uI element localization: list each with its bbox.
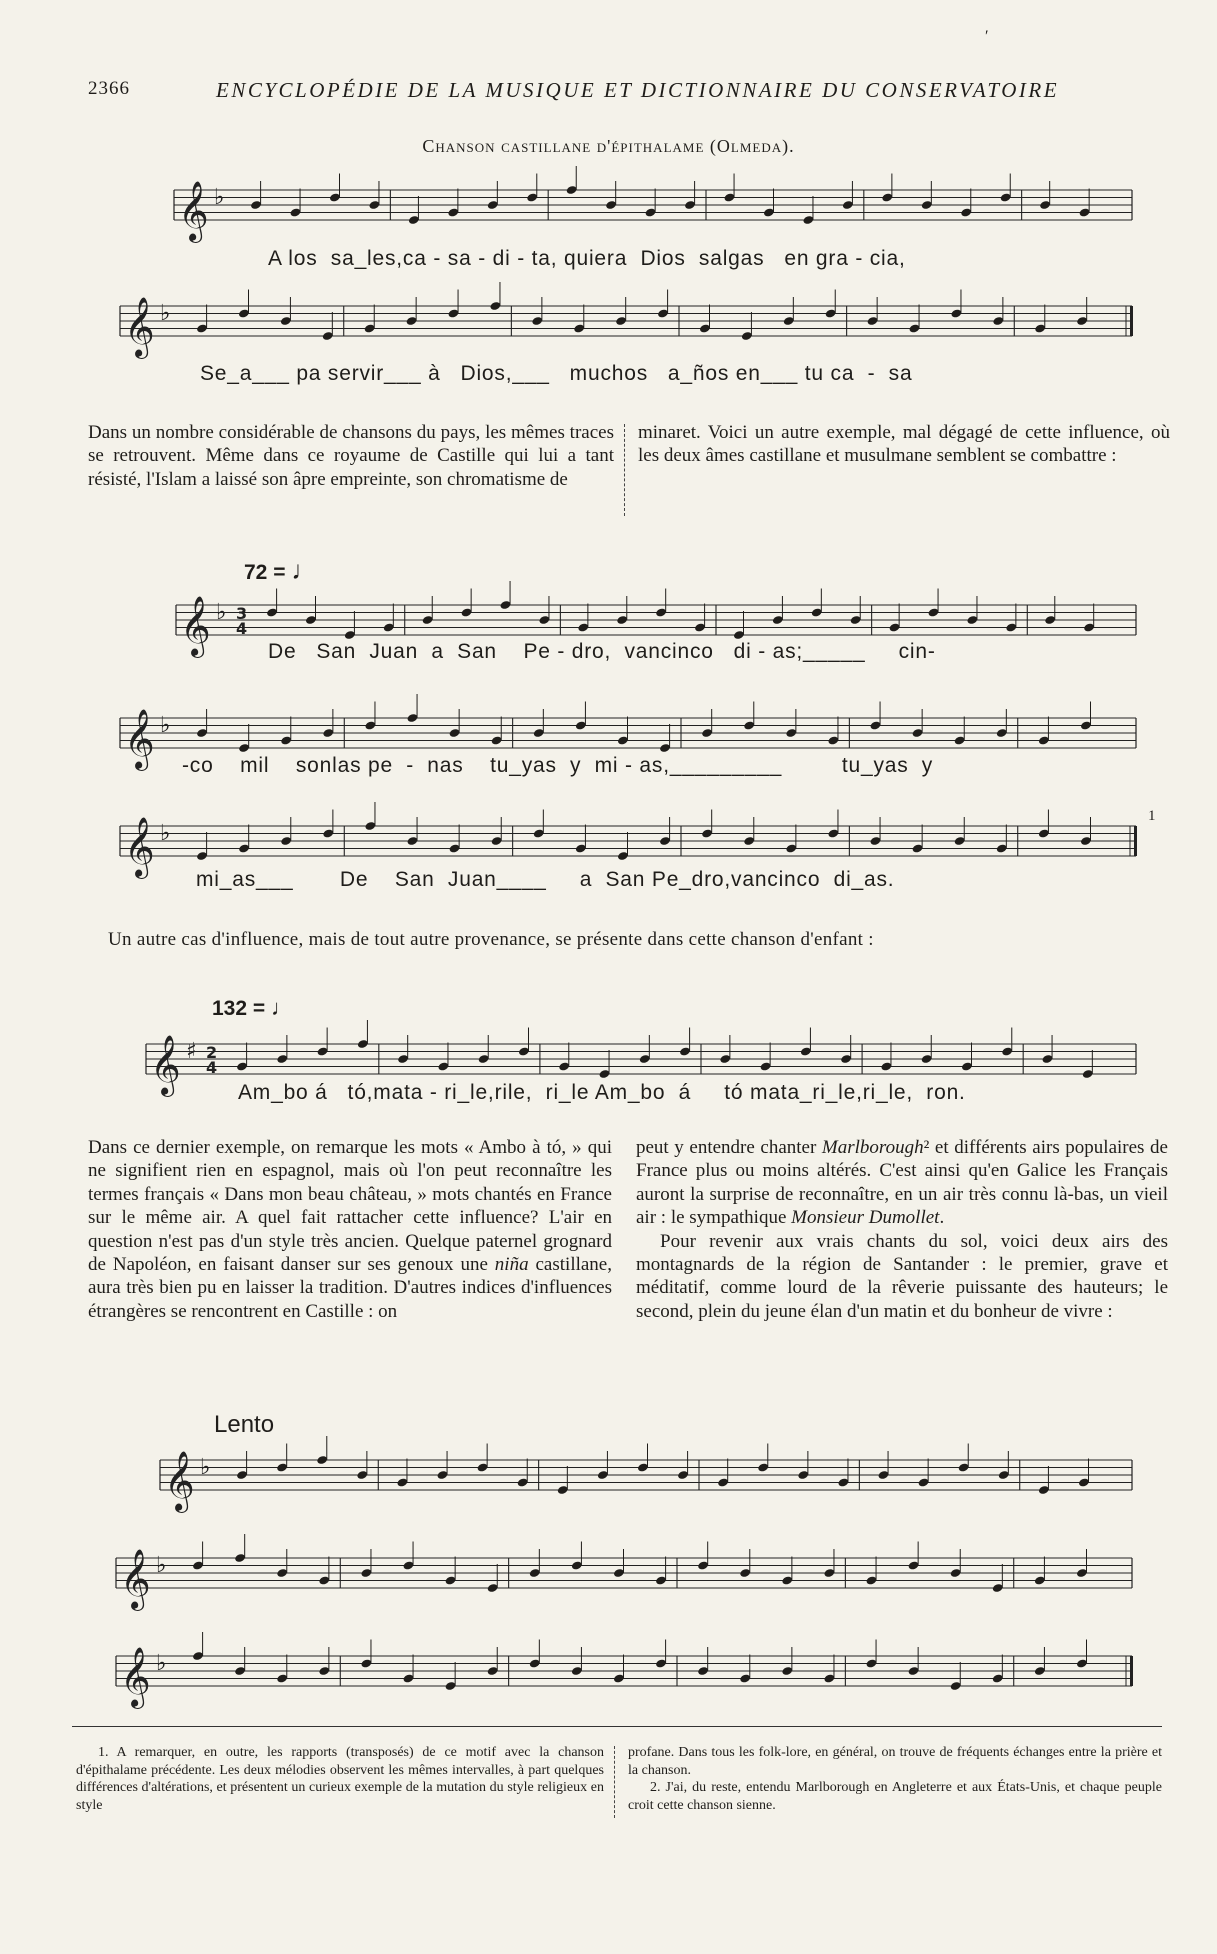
example1-lyrics-1: A los sa_les,ca - sa - di - ta, quiera Dios salgas en gra - cia, [268, 247, 906, 270]
example4-tempo-marking: Lento [214, 1411, 275, 1438]
treble-clef-icon: 𝄞 [120, 1647, 151, 1707]
time-signature-top: 2 [206, 1043, 218, 1062]
footnotes-left [76, 1744, 604, 1814]
paragraph2-right-part-1: peut y entendre chanter [636, 1137, 822, 1158]
flat-sign-icon: ♭ [160, 821, 171, 846]
time-signature-bottom: 4 [206, 1058, 218, 1077]
flat-sign-icon: ♭ [160, 301, 171, 326]
transition-sentence: Un autre cas d'influence, mais de tout autre provenance, se présente dans cette chanson d'enfant : [108, 929, 874, 950]
footnote-1-continuation: profane. Dans tous les folk-lore, en général, on trouve de fréquents échanges entre la prière et la chanson. [628, 1745, 1162, 1778]
treble-clef-icon: 𝄞 [180, 596, 211, 656]
footnotes-right [628, 1744, 1162, 1814]
flat-sign-icon: ♭ [156, 1553, 167, 1578]
footnote-1-text: 1. A remarquer, en outre, les rapports (transposés) de ce motif avec la chanson d'épithalame précédente. Les deux mélodies observent les mêmes intervalles, à part quelques différences d'altérations, et présentent un curieux exemple de la mutation du style religieux en style [76, 1745, 604, 1813]
footnote-rule [72, 1726, 1162, 1727]
quarter-note-icon: ♩ [270, 995, 293, 1020]
paragraph2-right-part-3: ² et différents airs populaires de France plus ou moins altérés. C'est ainsi qu'en Galice les Français auront la surprise de reconnaître, en un air très connu là-bas, un vieil air : le sympathique [636, 1137, 1168, 1229]
paragraph1-right-text: minaret. Voici un autre exemple, mal dégagé de cette influence, où les deux âmes castillane et musulmane semblent se combattre : [638, 422, 1170, 467]
quarter-note-icon: ♩ [291, 555, 318, 585]
footnote-2-italic: Marlborough [795, 1780, 870, 1795]
footnote-marker-1: 1 [1148, 808, 1156, 824]
footnote-column-divider [614, 1746, 615, 1818]
page-number: 2366 [88, 78, 130, 99]
stray-mark: ′ [985, 28, 989, 45]
treble-clef-icon: 𝄞 [124, 817, 155, 877]
footnote-2 [628, 1779, 1162, 1814]
treble-clef-icon: 𝄞 [124, 297, 155, 357]
example3-tempo-label: 132 = [212, 997, 266, 1020]
paragraph1-left-text: Dans un nombre considérable de chansons du pays, les mêmes traces se retrouvent. Même dans ce royaume de Castille qui lui a tant résisté, l'Islam a laissé son âpre empreinte, son chromatisme de [88, 422, 614, 490]
paragraph2-right-italic-2: Monsieur Dumollet [791, 1207, 940, 1229]
footnote-2-part-1: 2. J'ai, du reste, entendu [650, 1780, 796, 1795]
treble-clef-icon: 𝄞 [150, 1035, 181, 1095]
paragraph2-left-part-1: Dans ce dernier exemple, on remarque les mots « Ambo à tó, » qui ne signifient rien en espagnol, mais où l'on peut reconnaître les termes français « Dans mon beau château, » mots chantés en France sur le même air. A quel fait rattacher cette influence? L'air en question n'est pas d'un style très ancien. Quelque paternel grognard de Napoléon, en faisant danser sur ses genoux une [88, 1137, 612, 1276]
treble-clef-icon: 𝄞 [178, 181, 209, 241]
paragraph2-left-italic: niña [494, 1254, 529, 1276]
treble-clef-icon: 𝄞 [120, 1549, 151, 1609]
time-signature-top: 3 [236, 604, 248, 623]
example1-lyrics-2: Se_a___ pa servir___ à Dios,___ muchos a_ños en___ tu ca - sa [200, 362, 913, 385]
paragraph2-right-second: Pour revenir aux vrais chants du sol, voici deux airs des montagnards de la région de Santander : le premier, grave et méditatif, comme lourd de la rêverie puissante des hauteurs; le second, plein du jeune élan d'un matin et du bonheur de vivre : [636, 1230, 1168, 1322]
example2-lyrics-2: -co mil sonlas pe - nas tu_yas y mi - as,_________ tu_yas y [182, 754, 934, 777]
example1-caption: Chanson castillane d'épithalame (Olmeda). [422, 136, 795, 156]
flat-sign-icon: ♭ [156, 1651, 167, 1676]
treble-clef-icon: 𝄞 [124, 709, 155, 769]
example2-lyrics-1: De San Juan a San Pe - dro, vancinco di - as;_____ cin- [268, 640, 936, 663]
running-title: ENCYCLOPÉDIE DE LA MUSIQUE ET DICTIONNAIRE DU CONSERVATOIRE [216, 78, 1060, 102]
example2-tempo-label: 72 = [244, 561, 286, 584]
footnote-2-part-3: en Angleterre et aux États-Unis, et chaque peuple croit cette chanson sienne. [628, 1780, 1162, 1813]
time-signature-bottom: 4 [236, 619, 248, 638]
treble-clef-icon: 𝄞 [164, 1451, 195, 1511]
flat-sign-icon: ♭ [216, 600, 227, 625]
paragraph2-left-part-3: castillane, aura très bien pu en laisser la tradition. D'autres indices d'influences étrangères se rencontrent en Castille : on [88, 1254, 612, 1322]
example3-lyrics: Am_bo á tó,mata - ri_le,rile, ri_le Am_bo á tó mata_ri_le,ri_le, ron. [238, 1081, 966, 1104]
paragraph2-right-italic-1: Marlborough [821, 1137, 924, 1158]
flat-sign-icon: ♭ [200, 1455, 211, 1480]
flat-sign-icon: ♭ [160, 713, 171, 738]
paragraph2-right-part-5: . [939, 1207, 945, 1229]
flat-sign-icon: ♭ [214, 185, 225, 210]
final-thick-bar [1130, 1656, 1133, 1686]
example2-lyrics-3: mi_as___ De San Juan____ a San Pe_dro,vancinco di_as. [196, 868, 895, 891]
sharp-sign-icon: ♯ [186, 1039, 197, 1064]
